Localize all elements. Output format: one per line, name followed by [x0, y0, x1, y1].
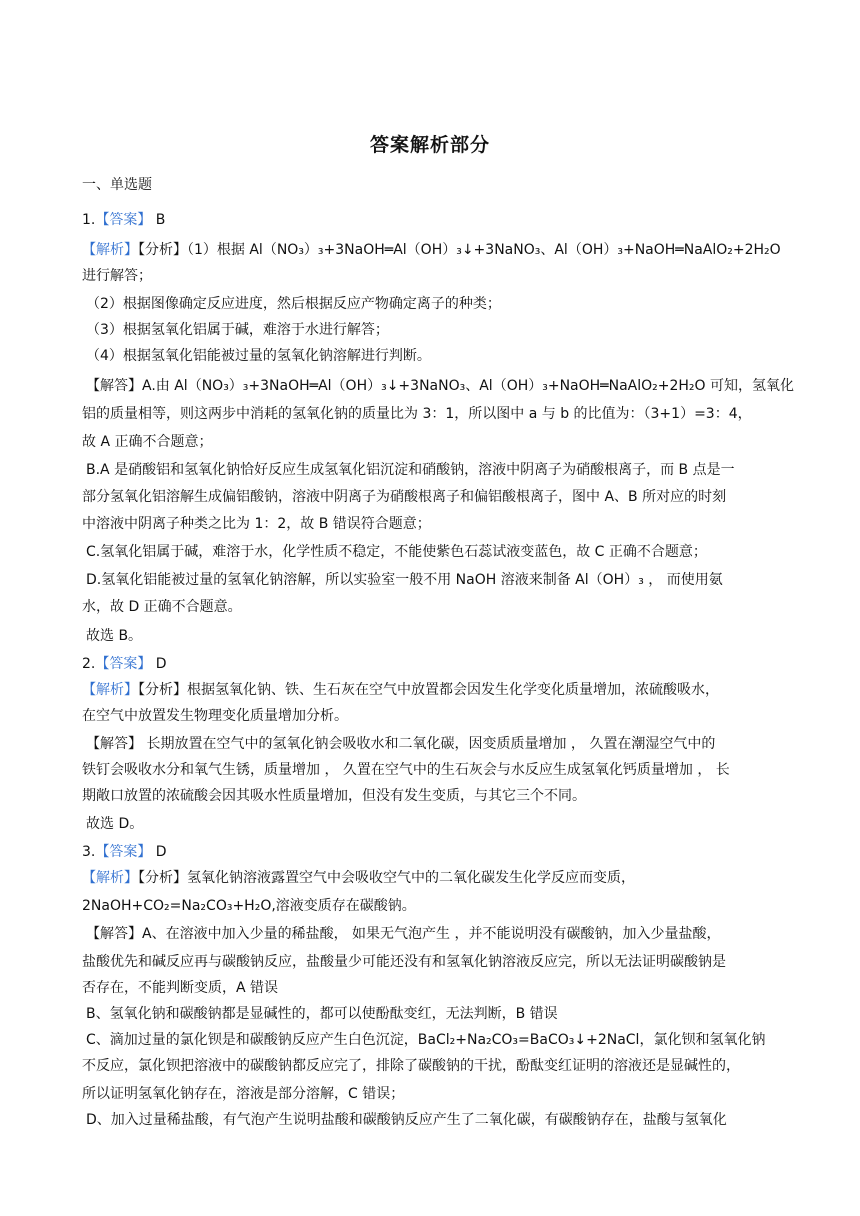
answer-tag: 【答案】	[95, 844, 152, 860]
text-span: B、氢氧化钠和碳酸钠都是显碱性的，都可以使酚酞变红，无法判断，B 错误	[86, 1006, 558, 1022]
text-line	[86, 626, 786, 646]
text-line	[86, 1110, 786, 1130]
text-span: 【分析】（1）根据 Al（NO₃）₃+3NaOH═Al（OH）₃↓+3NaNO₃、Al（OH）₃+NaOH═NaAlO₂+2H₂O	[138, 242, 781, 258]
text-line	[82, 868, 782, 888]
text-line	[86, 542, 786, 562]
text-span: 2NaOH+CO₂=Na₂CO₃+H₂O,溶液变质存在碳酸钠。	[82, 898, 416, 914]
text-span: D	[151, 844, 167, 860]
answer-tag: 【解析】	[82, 242, 138, 258]
text-line	[86, 734, 786, 754]
text-line	[82, 760, 782, 780]
text-line	[82, 266, 782, 286]
answer-tag: 【解析】	[82, 682, 138, 698]
text-span: 进行解答；	[82, 268, 152, 284]
text-line	[86, 460, 786, 480]
text-span: 2.	[82, 656, 96, 672]
text-line	[82, 240, 782, 260]
text-span: 所以证明氢氧化钠存在，溶液是部分溶解，C 错误；	[82, 1086, 405, 1102]
text-line	[86, 570, 786, 590]
text-span: 【解答】A.由 Al（NO₃）₃+3NaOH═Al（OH）₃↓+3NaNO₃、Al（OH）₃+NaOH═NaAlO₂+2H₂O 可知，氢氧化	[86, 378, 795, 394]
text-line	[86, 1030, 786, 1050]
text-span: 3.	[82, 844, 96, 860]
text-span: 期敞口放置的浓硫酸会因其吸水性质量增加，但没有发生变质，与其它三个不同。	[82, 788, 586, 804]
answer-tag: 【解析】	[82, 870, 138, 886]
text-line	[82, 514, 782, 534]
text-line	[82, 654, 782, 674]
text-span: 【解答】 长期放置在空气中的氢氧化钠会吸收水和二氧化碳，因变质质量增加 ， 久置在潮湿空气中的	[86, 736, 716, 752]
text-line	[82, 680, 782, 700]
text-span: B.A 是硝酸铝和氢氧化钠恰好反应生成氢氧化铝沉淀和硝酸钠，溶液中阴离子为硝酸根离子，而 B 点是一	[86, 462, 735, 478]
text-span: 在空气中放置发生物理变化质量增加分析。	[82, 708, 348, 724]
text-span: D	[151, 656, 167, 672]
text-span: 部分氢氧化铝溶解生成偏铝酸钠，溶液中阴离子为硝酸根离子和偏铝酸根离子，图中 A、B 所对应的时刻	[82, 489, 727, 505]
text-line	[82, 1056, 782, 1076]
text-span: C.氢氧化铝属于碱，难溶于水，化学性质不稳定，不能使紫色石蕊试液变蓝色，故 C 正确不合题意；	[86, 544, 707, 560]
text-span: （4）根据氢氧化铝能被过量的氢氧化钠溶解进行判断。	[86, 348, 431, 364]
answer-tag: 【答案】	[95, 656, 152, 672]
text-line	[82, 952, 782, 972]
text-span: 铁钉会吸收水分和氧气生锈，质量增加 ， 久置在空气中的生石灰会与水反应生成氢氧化钙质量增加 ， 长	[82, 762, 730, 778]
text-span: 1.	[82, 212, 96, 228]
page-title: 答案解析部分	[369, 134, 490, 156]
text-span: 铝的质量相等，则这两步中消耗的氢氧化钠的质量比为 3：1，所以图中 a 与 b 的比值为：（3+1）=3：4，	[82, 406, 752, 422]
text-span: 不反应，氯化钡把溶液中的碳酸钠都反应完了，排除了碳酸钠的干扰，酚酞变红证明的溶液还是显碱性的，	[82, 1058, 740, 1074]
text-line	[82, 404, 782, 424]
text-span: 盐酸优先和碱反应再与碳酸钠反应，盐酸量少可能还没有和氢氧化钠溶液反应完，所以无法证明碳酸钠是	[82, 954, 726, 970]
text-span: 故 A 正确不合题意；	[82, 434, 213, 450]
text-line	[82, 706, 782, 726]
text-line	[86, 814, 786, 834]
answer-tag: 【答案】	[95, 212, 152, 228]
text-line	[82, 1084, 782, 1104]
section-heading: 一、单选题	[82, 177, 152, 193]
text-span: 【分析】根据氢氧化钠、铁、生石灰在空气中放置都会因发生化学变化质量增加，浓硫酸吸水，	[138, 682, 719, 698]
text-line	[82, 487, 782, 507]
text-line	[82, 842, 782, 862]
text-span: 故选 D。	[86, 816, 144, 832]
text-span: （3）根据氢氧化铝属于碱，难溶于水进行解答；	[86, 322, 389, 338]
text-span: D、加入过量稀盐酸，有气泡产生说明盐酸和碳酸钠反应产生了二氧化碳，有碳酸钠存在，盐酸与氢氧化	[86, 1112, 727, 1128]
text-line	[86, 1004, 786, 1024]
text-line	[82, 597, 782, 617]
text-line	[86, 320, 786, 340]
text-span: 中溶液中阴离子种类之比为 1：2，故 B 错误符合题意；	[82, 516, 431, 532]
text-line	[82, 896, 782, 916]
text-span: 故选 B。	[86, 628, 143, 644]
text-span: C、滴加过量的氯化钡是和碳酸钠反应产生白色沉淀，BaCl₂+Na₂CO₃=BaCO₃↓+2NaCl，氯化钡和氢氧化钠	[86, 1032, 766, 1048]
text-line	[82, 210, 782, 230]
text-line	[86, 924, 786, 944]
text-span: （2）根据图像确定反应进度，然后根据反应产物确定离子的种类；	[86, 296, 501, 312]
text-line	[82, 978, 782, 998]
text-line	[86, 294, 786, 314]
text-line	[86, 346, 786, 366]
text-span: D.氢氧化铝能被过量的氢氧化钠溶解，所以实验室一般不用 NaOH 溶液来制备 Al（OH）₃ ， 而使用氨	[86, 572, 723, 588]
text-line	[82, 786, 782, 806]
text-span: 【分析】氢氧化钠溶液露置空气中会吸收空气中的二氧化碳发生化学反应而变质，	[138, 870, 635, 886]
text-span: 水，故 D 正确不合题意。	[82, 599, 242, 615]
text-span: B	[151, 212, 166, 228]
text-line	[82, 432, 782, 452]
text-line	[86, 376, 795, 396]
text-span: 【解答】A、在溶液中加入少量的稀盐酸， 如果无气泡产生 ，并不能说明没有碳酸钠，加入少量盐酸，	[86, 926, 721, 942]
text-span: 否存在，不能判断变质，A 错误	[82, 980, 279, 996]
